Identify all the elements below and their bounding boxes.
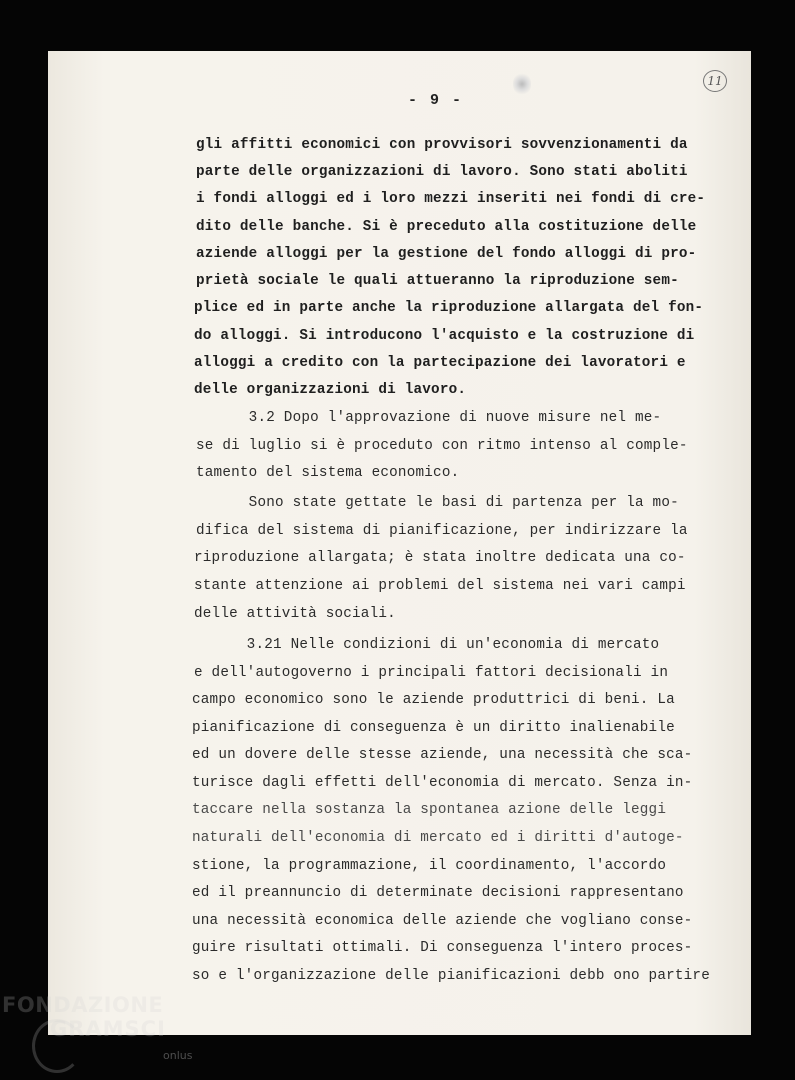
text-line: do alloggi. Si introducono l'acquisto e la costruzione di <box>194 328 695 344</box>
text-line: gli affitti economici con provvisori sovvenzionamenti da <box>196 137 688 153</box>
text-line: ed un dovere delle stesse aziende, una necessità che sca- <box>192 747 693 763</box>
text-line: stante attenzione ai problemi del sistema nei vari campi <box>194 578 686 594</box>
text-line: prietà sociale le quali attueranno la riproduzione sem- <box>196 273 679 289</box>
text-line: aziende alloggi per la gestione del fondo alloggi di pro- <box>196 246 697 262</box>
logo-line-3: onlus <box>163 1049 193 1062</box>
text-line: se di luglio si è proceduto con ritmo intenso al comple- <box>196 438 688 454</box>
text-line: plice ed in parte anche la riproduzione allargata del fon- <box>194 300 704 316</box>
text-line: guire risultati ottimali. Di conseguenza l'intero proces- <box>192 940 693 956</box>
text-line: e dell'autogoverno i principali fattori decisionali in <box>194 665 669 681</box>
page-number: - 9 - <box>408 92 464 109</box>
text-line: stione, la programmazione, il coordinamento, l'accordo <box>192 858 667 874</box>
sheet-number: 11 <box>703 70 727 92</box>
text-line: riproduzione allargata; è stata inoltre dedicata una co- <box>194 550 686 566</box>
logo-line-1: FONDAZIONE <box>2 993 164 1017</box>
text-line: ed il preannuncio di determinate decisioni rappresentano <box>192 885 684 901</box>
text-line: una necessità economica delle aziende che vogliano conse- <box>192 913 693 929</box>
typewritten-page <box>48 51 751 1035</box>
text-line: delle organizzazioni di lavoro. <box>194 382 467 398</box>
text-line: taccare nella sostanza la spontanea azione delle leggi <box>192 802 667 818</box>
text-line: i fondi alloggi ed i loro mezzi inseriti nei fondi di cre- <box>196 191 706 207</box>
text-line: campo economico sono le aziende produttrici di beni. La <box>192 692 675 708</box>
text-line: pianificazione di conseguenza è un diritto inalienabile <box>192 720 675 736</box>
ink-smudge <box>513 73 531 95</box>
text-line: 3.2 Dopo l'approvazione di nuove misure nel me- <box>196 410 662 426</box>
text-line: Sono state gettate le basi di partenza per la mo- <box>196 495 679 511</box>
text-line: difica del sistema di pianificazione, per indirizzare la <box>196 523 688 539</box>
fondazione-gramsci-logo <box>2 993 202 1073</box>
text-line: alloggi a credito con la partecipazione dei lavoratori e <box>194 355 686 371</box>
text-line: delle attività sociali. <box>194 606 396 622</box>
text-line: 3.21 Nelle condizioni di un'economia di mercato <box>194 637 660 653</box>
text-line: turisce dagli effetti dell'economia di mercato. Senza in- <box>192 775 693 791</box>
text-line: dito delle banche. Si è preceduto alla costituzione delle <box>196 219 697 235</box>
text-line: naturali dell'economia di mercato ed i diritti d'autoge- <box>192 830 684 846</box>
logo-line-2: GRAMSCI <box>50 1017 166 1041</box>
text-line: so e l'organizzazione delle pianificazioni debb ono partire <box>192 968 710 984</box>
text-line: parte delle organizzazioni di lavoro. Sono stati aboliti <box>196 164 688 180</box>
text-line: tamento del sistema economico. <box>196 465 460 481</box>
